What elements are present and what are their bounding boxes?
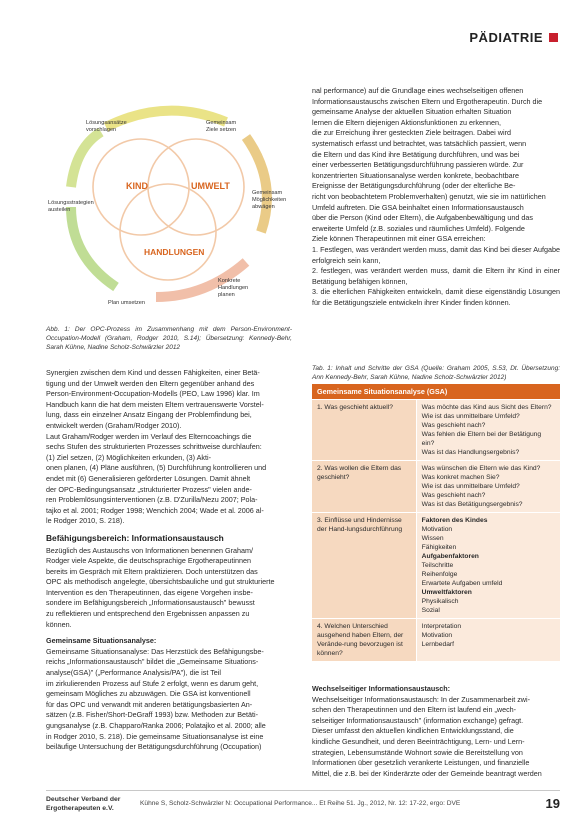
table-answers <box>416 619 560 662</box>
text-line: selseitiger Informationsaustausch" (information exchange) gefragt. <box>312 715 524 725</box>
text-line: in Rodger 2010, S. 218). Die gemeinsame Situationsanalyse ist eine <box>46 731 264 741</box>
table-question: 4. Welchen Unterschied ausgehend haben Eltern, der Verände-rung bevorzugen ist können? <box>312 619 416 662</box>
text-line: sätzen (z.B. Fisher/Short-DeGraff 1993) bzw. Methoden zur Betäti- <box>46 710 258 720</box>
text-line: Person-Environment-Occupation-Modells (PEO, Law 1996) klar. Im <box>46 389 260 399</box>
footer-org-line: Deutscher Verband der <box>46 796 121 803</box>
text-line: können. <box>46 619 72 629</box>
text-line: zu reflektieren und entsprechend den Ergebnissen anpassen zu <box>46 609 250 619</box>
list-item: 3. die elterlichen Fähigkeiten entwickeln, damit diese eigenständig Lösungen für die Betätigungsziele entwickeln ihrer Kinder finden können. <box>312 287 560 307</box>
text-line: einer verbesserten Betätigungsdurchführung passieren würde. Zur <box>312 160 524 170</box>
text-line: Laut Graham/Rodger werden im Verlauf des Elterncoachings die <box>46 431 252 441</box>
text-line: Rodger viele Aspekte, die deutschsprachige Ergotherapeutinnen <box>46 556 251 566</box>
label-handlungen: HANDLUNGEN <box>144 247 205 257</box>
text-line: tajko et al. 2001; Rodger 1998; Wenchich 2004; Wade et al. 2006 al- <box>46 505 264 515</box>
text-line: ren Problemlösungsinterventionen (z.B. D'Zurilla/Nezu 2007; Pola- <box>46 495 258 505</box>
answer-line: Lernbedarf <box>421 641 455 648</box>
list-item: 2. festlegen, was verändert werden muss, damit die Eltern ihr Kind in einer Betätigung befähigen können, <box>312 266 560 286</box>
text-line: Handbuch kann die hat dem meisten Eltern vertrauenswerte Vorstel- <box>46 399 264 409</box>
footer-org-line: Ergotherapeuten e.V. <box>46 805 114 812</box>
table-question: 1. Was geschieht aktuell? <box>312 400 416 461</box>
text-line: Gemeinsame Situationsanalyse: Das Herzstück des Befähigungsbe- <box>46 646 264 656</box>
heading-informationsaustausch: Befähigungsbereich: Informationsaustausch <box>46 532 224 543</box>
label-right-mid-3: abwägen <box>252 204 275 210</box>
gsa-table <box>312 384 560 661</box>
text-line: Ziele können Therapeutinnen mit einer GSA erreichen: <box>312 234 486 244</box>
page-number: 19 <box>545 796 560 811</box>
text-line: Synergien zwischen dem Kind und dessen Fähigkeiten, einer Betä- <box>46 368 260 377</box>
answer-line: Sozial <box>421 607 440 614</box>
answer-line: Was wünschen die Eltern wie das Kind? <box>421 465 541 472</box>
answer-line: Interpretation <box>421 623 462 630</box>
answer-line: Faktoren des Kindes <box>421 517 488 524</box>
answer-line: Wie ist das unmittelbare Umfeld? <box>421 483 520 490</box>
answer-line: Wissen <box>421 535 444 542</box>
text-line: Wechselseitiger Informationsaustausch: In der Zusammenarbeit zwi- <box>312 694 530 704</box>
text-line: entwickelt werden (Graham/Rodger 2010). <box>46 420 182 430</box>
opc-figure <box>46 92 292 317</box>
answer-line: Wie ist das unmittelbare Umfeld? <box>421 413 520 420</box>
label-umwelt: UMWELT <box>191 181 230 191</box>
answer-line: Was ist das Handlungsergebnis? <box>421 449 520 456</box>
table-row <box>312 619 560 662</box>
text-line: nal performance) auf die Grundlage eines wechselseitigen offenen <box>312 86 524 95</box>
text-line: schen den Therapeutinnen und den Eltern ist laufend ein „wech- <box>312 705 517 715</box>
opc-diagram <box>46 92 292 317</box>
answer-line: Motivation <box>421 632 453 639</box>
text-line: Umfeld auftreten. Die GSA beinhaltet einen Informationsaustausch <box>312 202 524 212</box>
text-line: endet mit (6) Generalisieren geförderter Lösungen. Damit ähnelt <box>46 473 251 483</box>
text-line: sondere im Befähigungsbereich „Informationsaustausch" bewusst <box>46 598 255 608</box>
subheading-gsa: Gemeinsame Situationsanalyse: <box>46 636 157 646</box>
label-left-mid-2: austeilen <box>48 207 71 213</box>
text-line: Informationen über gesetzlich verankerte Leistungen, und finanzielle <box>312 758 530 768</box>
text-line: die zur Erreichung ihrer gesteckten Ziele beitragen. Dabei wird <box>312 128 511 138</box>
text-line: analyse(GSA)" („Performance Analysis/PA"), die ist Teil <box>46 668 221 678</box>
text-line: reichs „Informationsaustausch" bildet die „Gemeinsame Situations- <box>46 657 259 667</box>
text-line: über die Person (Kind oder Eltern), die Aufgabenbewältigung und das <box>312 213 533 223</box>
answer-line: Was möchte das Kind aus Sicht des Eltern? <box>421 404 552 411</box>
answer-line: Fähigkeiten <box>421 544 457 551</box>
text-line: Informationsaustauschs zwischen Eltern und Ergotherapeutin. Durch die <box>312 96 543 106</box>
text-line: le Rodger 2010, S. 218). <box>46 516 125 526</box>
answer-line: Was geschieht nach? <box>421 492 486 499</box>
table-header: Gemeinsame Situationsanalyse (GSA) <box>312 384 560 400</box>
label-right-mid-2: Möglichkeiten <box>252 197 287 203</box>
footer-org <box>46 795 120 813</box>
table-answers <box>416 513 560 619</box>
answer-line: Physikalisch <box>421 598 459 605</box>
table-caption: Tab. 1: Inhalt und Schritte der GSA (Quelle: Graham 2005, S.53, Dt. Übersetzung: Ann Kennedy-Behr, Sarah Kühne, Nadine Scholz-Schwärzler 2012) <box>312 364 560 381</box>
text-line: gungsanalyse (z.B. Chapparo/Ranka 2006; Polatajko et al. 2000; alle <box>46 721 266 730</box>
text-line: tigung und der Umwelt werden den Eltern gegenüber anhand des <box>46 378 255 388</box>
label-top-right-2: Ziele setzen <box>206 127 237 133</box>
text-line: im zirkulierenden Prozess auf Stufe 2 erfolgt, wenn es darum geht, <box>46 678 259 688</box>
table-row <box>312 400 560 461</box>
left-column <box>46 318 292 753</box>
text-line: Mittel, die z.B. bei der Kinderärzte oder der Gemeinde beantragt werden <box>312 768 542 778</box>
text-line: strategien, Lebensumstände Wohnort sowie die Bereitstellung von <box>312 747 523 757</box>
text-line: lung, dass ein einzelner Ansatz Eingang der Problemfindung bei, <box>46 410 252 420</box>
section-title: PÄDIATRIE <box>469 30 543 45</box>
answer-line: Aufgabenfaktoren <box>421 553 479 560</box>
footer-citation: Kühne S, Scholz-Schwärzler N: Occupational Performance... Et Reihe 51. Jg., 2012, Nr. 12: 17-22, ergo: DVE <box>140 800 461 807</box>
label-right-mid-1: Gemeinsam <box>252 190 283 196</box>
text-line: beiläufige Untersuchung der Betätigungsdurchführung (Occupation) <box>46 742 262 752</box>
text-line: Bezüglich des Austauschs von Informationen benennen Graham/ <box>46 545 253 555</box>
text-line: Intervention es den Therapeutinnen, das eigene Vorgehen insbe- <box>46 587 253 597</box>
answer-line: Motivation <box>421 526 453 533</box>
text-line: kindliche Gesundheit, und deren Beeinträchtigung, Lern- und Lern- <box>312 736 525 746</box>
text-line: sechs Stufen des strukturierten Prozesses schrittweise durchlaufen: <box>46 442 262 452</box>
label-top-left-1: Lösungsansätze <box>86 120 127 126</box>
text-line: systematisch erfasst und betrachtet, was tatsächlich passiert, wenn <box>312 138 527 148</box>
right-column-bottom <box>312 684 560 779</box>
figure-caption: Abb. 1: Der OPC-Prozess im Zusammenhang mit dem Person-Environment-Occupation-Modell (Graham, Rodger 2010, S.14); Übersetzung: Kennedy-Behr, Sarah Kühne, Nadine Scholz-Schwärzler 2012 <box>46 325 292 351</box>
label-kind: KIND <box>126 181 148 191</box>
red-square-icon <box>549 33 558 42</box>
text-line: gemeinsam Mögliches zu abzuwägen. Die GSA ist konventionell <box>46 689 251 699</box>
text-line: der OPC-Bedingungsansatz „strukturierter Prozess" vielen ande- <box>46 484 252 494</box>
text-line: Ereignisse der Betätigungsdurchführung (oder der elterliche Be- <box>312 181 516 191</box>
text-line: konzentrierten Situationsanalyse werden konkrete, beobachtbare <box>312 170 519 180</box>
answer-line: Was konkret machen Sie? <box>421 474 500 481</box>
text-line: gemeinsame Analyse der aktuellen Situation erhalten Situation <box>312 107 512 117</box>
table-question: 3. Einflüsse und Hindernisse der Hand-lungsdurchführung <box>312 513 416 619</box>
text-line: (1) Ziel setzen, (2) Möglichkeiten erkunden, (3) Akti- <box>46 452 211 462</box>
text-line: Dieser umfasst den aktuellen kindlichen Entwicklungsstand, die <box>312 726 514 736</box>
list-item: 1. Festlegen, was verändert werden muss, damit das Kind bei dieser Aufgabe erfolgreich sein kann, <box>312 244 560 265</box>
label-bottom-right-3: planen <box>218 292 235 298</box>
answer-line: Erwartete Aufgaben umfeld <box>421 580 503 587</box>
text-line: bereits im Gespräch mit Eltern praktizieren. Doch unterstützen das <box>46 566 258 576</box>
text-line: für das OPC und verwandt mit anderen betätigungsbasierten An- <box>46 699 253 709</box>
subheading-exchange: Wechselseitiger Informationsaustausch: <box>312 684 451 693</box>
answer-line: Was ist das Betätigungsergebnis? <box>421 501 523 508</box>
answer-line: Was fehlen die Eltern bei der Betätigung ein? <box>421 431 542 447</box>
right-column <box>312 86 560 308</box>
label-bottom-right-2: Handlungen <box>218 285 249 291</box>
section-tag <box>469 30 558 45</box>
table-answers <box>416 400 560 461</box>
text-line: die Eltern und das Kind ihre Betätigung durchführen, und was bei <box>312 149 520 159</box>
table-header-row <box>312 384 560 400</box>
label-bottom-right-1: Konkrete <box>218 278 241 284</box>
text-line: onen planen, (4) Pläne ausführen, (5) Durchführung kontrollieren und <box>46 463 267 473</box>
cycle-arrows <box>71 111 267 297</box>
venn-circles <box>93 139 244 280</box>
label-left-mid-1: Lösungsstrategien <box>48 200 94 206</box>
label-top-right-1: Gemeinsam <box>206 120 237 126</box>
answer-line: Teilschritte <box>421 562 454 569</box>
text-line: lernen die Eltern diejenigen Aktionsfunktionen zu erkennen, <box>312 117 502 127</box>
answer-line: Reihenfolge <box>421 571 458 578</box>
answer-line: Umweltfaktoren <box>421 589 472 596</box>
label-top-left-2: vorschlagen <box>86 127 117 133</box>
text-line: OPC als methodisch angelegte, übersichtsbauliche und gut strukturierte <box>46 577 275 587</box>
table-question: 2. Was wollen die Eltern das geschieht? <box>312 461 416 513</box>
footer-rule <box>46 790 560 791</box>
text-line: richt von beobachtetem Problemverhalten) genutzt, wie sie im natürlichen <box>312 191 546 201</box>
table-row <box>312 513 560 619</box>
label-bottom-left: Plan umsetzen <box>108 300 146 306</box>
answer-line: Was geschieht nach? <box>421 422 486 429</box>
text-line: erweiterte Umfeld (z.B. soziales und räumliches Umfeld). Folgende <box>312 223 525 233</box>
table-row <box>312 461 560 513</box>
table-answers <box>416 461 560 513</box>
